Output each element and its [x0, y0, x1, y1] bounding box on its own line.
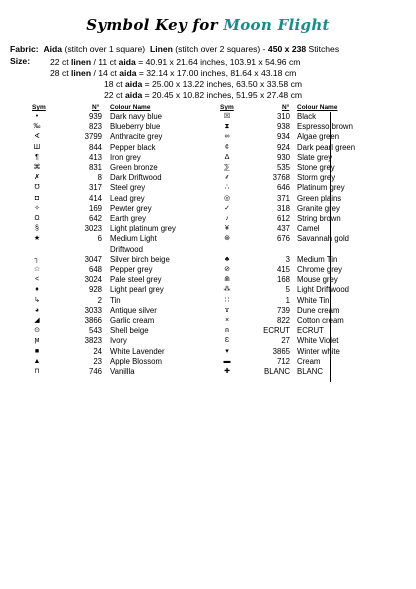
stitch-symbol: ⋒: [224, 276, 230, 284]
stitch-symbol: ⧗: [224, 123, 230, 131]
colour-name: Light platinum grey: [110, 224, 176, 234]
thread-number: 6: [97, 234, 102, 244]
colour-name: Silver birch beige: [110, 254, 170, 264]
size-line: [50, 68, 296, 79]
stitch-symbol: ▾: [225, 347, 229, 355]
stitch-symbol: ✓: [224, 204, 230, 212]
fabric-linen: Linen: [149, 44, 173, 54]
symbol-key-row: [0, 275, 416, 285]
thread-number: 3: [285, 254, 290, 264]
stitch-symbol: ◢: [34, 317, 40, 324]
stitch-symbol: ◎: [223, 194, 231, 202]
stitch-symbol: ∞: [224, 133, 230, 141]
colour-name: Lead grey: [110, 193, 145, 203]
stitch-symbol: ⁂: [223, 286, 231, 294]
symbol-key-row: [0, 132, 416, 142]
colour-name: Medium Tin: [297, 254, 338, 264]
colour-name: Espresso brown: [297, 122, 353, 132]
colour-name: Chrome grey: [297, 265, 343, 274]
symbol-key-row: [0, 326, 416, 336]
size-line-pre: 22 ct: [50, 57, 72, 67]
colour-name: Dark Driftwood: [110, 173, 162, 183]
thread-number: 844: [88, 142, 102, 152]
thread-number: 642: [88, 214, 102, 223]
colour-name: Cream: [297, 356, 321, 366]
thread-number: 823: [88, 122, 102, 132]
colour-name: White Violet: [297, 336, 339, 346]
thread-number: 3768: [272, 173, 290, 183]
size-line-fab: linen: [71, 68, 92, 78]
thread-number: 27: [281, 336, 290, 346]
colour-name: Storm grey: [297, 173, 336, 183]
colour-name: Dark pearl green: [297, 142, 356, 152]
colour-name: Garlic cream: [110, 316, 155, 325]
colour-name: Stone grey: [297, 163, 335, 172]
colour-name: Pepper grey: [110, 265, 153, 274]
colour-name: Mouse grey: [297, 275, 338, 285]
thread-number: 648: [88, 265, 102, 274]
symbol-key-row: [0, 316, 416, 326]
stitch-symbol: ⍝: [224, 327, 230, 335]
thread-number: 413: [88, 152, 102, 162]
thread-number: 317: [88, 183, 102, 193]
stitch-symbol: ★: [33, 235, 41, 243]
symbol-key-row: [0, 183, 416, 193]
symbol-key-row: [0, 296, 416, 306]
stitch-symbol: ∢: [34, 133, 40, 141]
size-line-pre: 18 ct: [104, 79, 126, 89]
stitch-symbol: ✚: [224, 368, 230, 375]
size-line-rest: = 20.45 x 10.82 inches, 51.95 x 27.48 cm: [142, 90, 303, 100]
size-line-pre: 28 ct: [50, 68, 72, 78]
thread-number: 169: [88, 203, 102, 213]
colour-name: Steel grey: [110, 183, 146, 193]
thread-number: 3823: [84, 336, 102, 346]
colour-name: Light pearl grey: [110, 285, 164, 295]
symbol-key-row: [0, 173, 416, 183]
thread-number: 831: [88, 163, 102, 172]
colour-name: Cotton cream: [297, 316, 344, 325]
colour-name: Blueberry blue: [110, 122, 161, 132]
size-line-rest: = 40.91 x 21.64 inches, 103.91 x 54.96 cm: [135, 57, 301, 67]
colour-name: Tin: [110, 295, 121, 305]
size-label: Size:: [10, 56, 31, 66]
stitch-symbol: ▲: [33, 357, 41, 365]
stitch-symbol: ⅀: [224, 164, 230, 171]
thread-number: 3799: [84, 132, 102, 142]
colour-name: Anthracite grey: [110, 132, 163, 142]
symbol-key-row: [0, 112, 416, 122]
thread-number: 5: [285, 285, 290, 295]
thread-number: 415: [276, 265, 290, 274]
size-line-mid: / 11 ct: [91, 57, 119, 67]
thread-number: 3023: [84, 224, 102, 234]
size-line: [104, 79, 302, 90]
colour-name: Antique silver: [110, 305, 157, 315]
symbol-key-row: [0, 265, 416, 275]
thread-number: 168: [276, 275, 290, 285]
colour-name: Apple Blossom: [110, 356, 163, 366]
stitch-symbol: Ω: [34, 215, 40, 222]
colour-name: Dark navy blue: [110, 112, 163, 121]
thread-number: 24: [93, 346, 102, 356]
stitch-symbol: ⊓: [34, 368, 40, 375]
size-line-mid: / 14 ct: [91, 68, 120, 78]
stitch-symbol: ᐃ: [224, 153, 230, 161]
colour-name: Granite grey: [297, 203, 340, 213]
symbol-key-row: [0, 204, 416, 214]
colour-name: Earth grey: [110, 214, 146, 223]
symbol-key-row: [0, 306, 416, 316]
symbol-key-row: [0, 347, 416, 357]
symbol-key-row: [0, 367, 416, 377]
stitch-symbol: <: [34, 276, 40, 284]
thread-number: 318: [276, 203, 290, 213]
stitch-symbol: ♪: [225, 215, 229, 222]
colour-name: Camel: [297, 224, 320, 234]
colour-name: Dune cream: [297, 305, 340, 315]
size-line-fab: linen: [71, 57, 92, 67]
colour-name: Green bronze: [110, 163, 158, 172]
fabric-label: Fabric:: [10, 44, 39, 54]
fabric-aida: Aida: [43, 44, 63, 54]
colour-name: String brown: [297, 214, 341, 223]
colour-name: White Tin: [297, 295, 330, 305]
colour-name: Shell beige: [110, 326, 149, 336]
header-name-left: Colour Name: [110, 104, 151, 111]
stitches-word: Stitches: [308, 44, 340, 54]
thread-number: 535: [276, 163, 290, 172]
colour-name: Driftwood: [110, 244, 143, 254]
thread-number: 612: [276, 214, 290, 223]
stitch-symbol: ☒: [223, 113, 231, 120]
thread-number: 712: [276, 356, 290, 366]
stitch-symbol: ♦: [35, 286, 39, 294]
stitch-symbol: Ɛ: [224, 337, 230, 345]
stitch-symbol: ⊘: [224, 266, 230, 273]
stitch-symbol: ϻ: [34, 337, 40, 345]
symbol-key-row: [0, 245, 416, 255]
stitch-symbol: ‰: [33, 123, 41, 131]
stitch-symbol: ◘: [34, 194, 40, 202]
colour-name: Green plains: [297, 193, 342, 203]
title-prefix: Symbol Key for: [86, 16, 218, 34]
stitch-symbol: ∴: [224, 184, 230, 192]
thread-number: ECRUT: [263, 326, 290, 336]
stitch-symbol: ↳: [34, 296, 40, 304]
thread-number: 3047: [84, 254, 102, 264]
stitch-symbol: ■: [34, 347, 40, 355]
colour-name: Black: [297, 112, 317, 121]
thread-number: 437: [276, 224, 290, 234]
stitch-symbol: ✧: [34, 204, 40, 212]
symbol-key-row: [0, 336, 416, 346]
header-num-left: N°: [92, 104, 100, 111]
colour-name: BLANC: [297, 367, 323, 376]
symbol-key-row: [0, 143, 416, 153]
colour-name: Platinum grey: [297, 183, 345, 193]
thread-number: 3866: [84, 316, 102, 325]
thread-number: 746: [88, 367, 102, 376]
colour-name: Light Driftwood: [297, 285, 350, 295]
symbol-key-row: [0, 224, 416, 234]
stitch-symbol: ◕: [34, 306, 40, 314]
size-line: [104, 90, 302, 101]
symbol-key-row: [0, 234, 416, 244]
stitch-symbol: ×: [224, 317, 230, 324]
thread-number: 930: [276, 152, 290, 162]
stitch-symbol: ▬: [223, 357, 231, 365]
colour-name: Iron grey: [110, 152, 141, 162]
thread-number: 1: [285, 295, 290, 305]
thread-number: 924: [276, 142, 290, 152]
symbol-key-row: [0, 153, 416, 163]
stitch-symbol: ⌘: [33, 164, 41, 171]
symbol-key-row: [0, 285, 416, 295]
size-line-pre: 22 ct: [104, 90, 126, 100]
stitch-symbol: ♣: [224, 255, 230, 263]
thread-number: 676: [276, 234, 290, 244]
colour-name: Winter white: [297, 346, 340, 356]
colour-name: Pewter grey: [110, 203, 152, 213]
colour-name: Ivory: [110, 336, 127, 346]
colour-name: Medium Light: [110, 234, 157, 244]
colour-name: Algae green: [297, 132, 340, 142]
thread-number: 938: [276, 122, 290, 132]
page-title: [0, 16, 416, 34]
header-num-right: N°: [282, 104, 290, 111]
size-label-line: [10, 56, 30, 67]
stitch-symbol: ϫ: [224, 306, 230, 314]
thread-number: BLANC: [264, 367, 290, 376]
stitch-symbol: ∷: [224, 296, 230, 304]
size-line-fab2: aida: [125, 90, 143, 100]
stitch-symbol: ⊙: [34, 327, 40, 335]
colour-name: Pale steel grey: [110, 275, 162, 285]
thread-number: 939: [88, 112, 102, 121]
stitch-symbol: •: [35, 113, 39, 120]
fabric-aida-note: (stitch over 1 square): [64, 44, 146, 54]
thread-number: 2: [97, 295, 102, 305]
symbol-key-row: [0, 122, 416, 132]
size-line-fab2: aida: [118, 57, 136, 67]
stitch-symbol: ✗: [34, 174, 40, 182]
stitch-symbol: ¥: [225, 225, 229, 233]
thread-number: 646: [276, 183, 290, 193]
colour-name: Savannah gold: [297, 234, 350, 244]
stitch-symbol: Ш: [33, 143, 41, 151]
thread-number: 543: [88, 326, 102, 336]
header-name-right: Colour Name: [297, 104, 338, 111]
size-line-fab2: aida: [119, 68, 137, 78]
stitch-count: 450 x 238: [267, 44, 307, 54]
symbol-key-row: [0, 194, 416, 204]
stitch-symbol: §: [35, 225, 39, 233]
colour-name: ECRUT: [297, 326, 324, 336]
stitch-symbol: ⊛: [224, 235, 230, 243]
stitch-symbol: ☆: [33, 266, 41, 273]
stitch-symbol: ℧: [34, 184, 40, 192]
thread-number: 934: [276, 132, 290, 142]
size-line: [50, 57, 300, 68]
fabric-linen-note: (stitch over 2 squares) -: [175, 44, 266, 54]
thread-number: 3024: [84, 275, 102, 285]
thread-number: 3865: [272, 346, 290, 356]
fabric-line: [10, 44, 339, 55]
symbol-key-row: [0, 255, 416, 265]
symbol-key-row: [0, 214, 416, 224]
stitch-symbol: ¶: [35, 153, 39, 161]
colour-name: Pepper black: [110, 142, 156, 152]
thread-number: 414: [88, 193, 102, 203]
size-line-fab2: aida: [125, 79, 143, 89]
size-line-rest: = 25.00 x 13.22 inches, 63.50 x 33.58 cm: [142, 79, 303, 89]
header-sym-left: Sym: [32, 104, 46, 111]
thread-number: 371: [276, 193, 290, 203]
header-sym-right: Sym: [220, 104, 234, 111]
stitch-symbol: ⸙: [224, 174, 230, 182]
stitch-symbol: ¢: [225, 143, 229, 151]
pattern-name: Moon Flight: [223, 16, 330, 34]
symbol-key-row: [0, 357, 416, 367]
thread-number: 3033: [84, 305, 102, 315]
thread-number: 928: [88, 285, 102, 295]
size-line-rest: = 32.14 x 17.00 inches, 81.64 x 43.18 cm: [136, 68, 297, 78]
thread-number: 822: [276, 316, 290, 325]
colour-name: Slate grey: [297, 152, 333, 162]
thread-number: 8: [97, 173, 102, 183]
colour-name: White Lavender: [110, 346, 165, 356]
thread-number: 310: [276, 112, 290, 121]
stitch-symbol: ┐: [34, 255, 40, 263]
thread-number: 739: [276, 305, 290, 315]
symbol-key-row: [0, 163, 416, 173]
colour-name: Vanillla: [110, 367, 135, 376]
thread-number: 23: [93, 356, 102, 366]
